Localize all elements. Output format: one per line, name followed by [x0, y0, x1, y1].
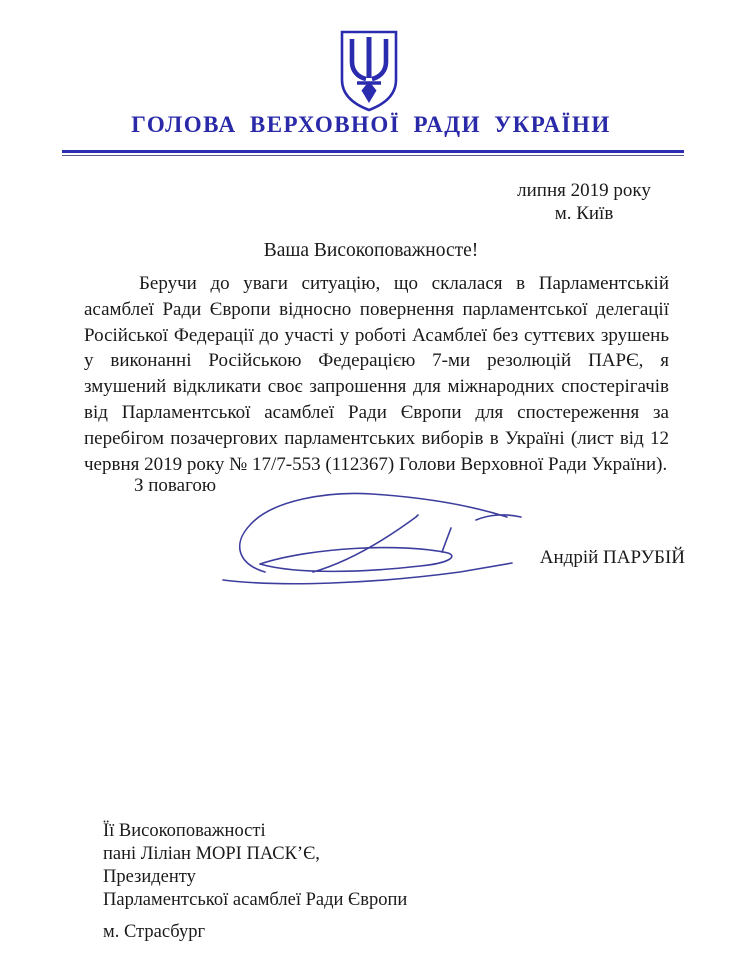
dateline-city: м. Київ	[554, 203, 614, 224]
dateline-date: липня 2019 року	[517, 180, 651, 201]
recipient-block	[103, 820, 407, 944]
letterhead-title: ГОЛОВА ВЕРХОВНОЇ РАДИ УКРАЇНИ	[131, 112, 611, 137]
body-paragraph: Беручи до уваги ситуацію, що склалася в Парламентській асамблеї Ради Європи відносно повернення парламентської делегації Російської Федерації до участі у роботі Асамблеї без суттєвих зрушень у виконанні Російською Федерацією 7-ми резолюцій ПАРЄ, я змушений відкликати своє запрошення для міжнародних спостерігачів від Парламентської асамблеї Ради Європи для спостереження за перебігом позачергових парламентських виборів в Україні (лист від 12 червня 2019 року № 17/7-553 (112367) Голови Верховної Ради України).	[84, 273, 669, 475]
valediction: З повагою	[134, 475, 217, 496]
recipient-name: пані Ліліан МОРІ ПАСК’Є,	[103, 844, 320, 864]
dateline	[503, 179, 665, 225]
recipient-organization: Парламентської асамблеї Ради Європи	[103, 890, 408, 910]
recipient-position: Президенту	[103, 867, 196, 887]
salutation: Ваша Високоповажносте!	[263, 240, 479, 261]
recipient-city: м. Страсбург	[103, 922, 206, 942]
ukraine-trident-emblem-icon	[337, 30, 401, 112]
signer-name: Андрій ПАРУБІЙ	[539, 547, 685, 568]
handwritten-signature-icon	[220, 486, 528, 598]
recipient-honorific: Її Високоповажності	[103, 821, 266, 841]
letterhead-divider	[62, 150, 684, 156]
